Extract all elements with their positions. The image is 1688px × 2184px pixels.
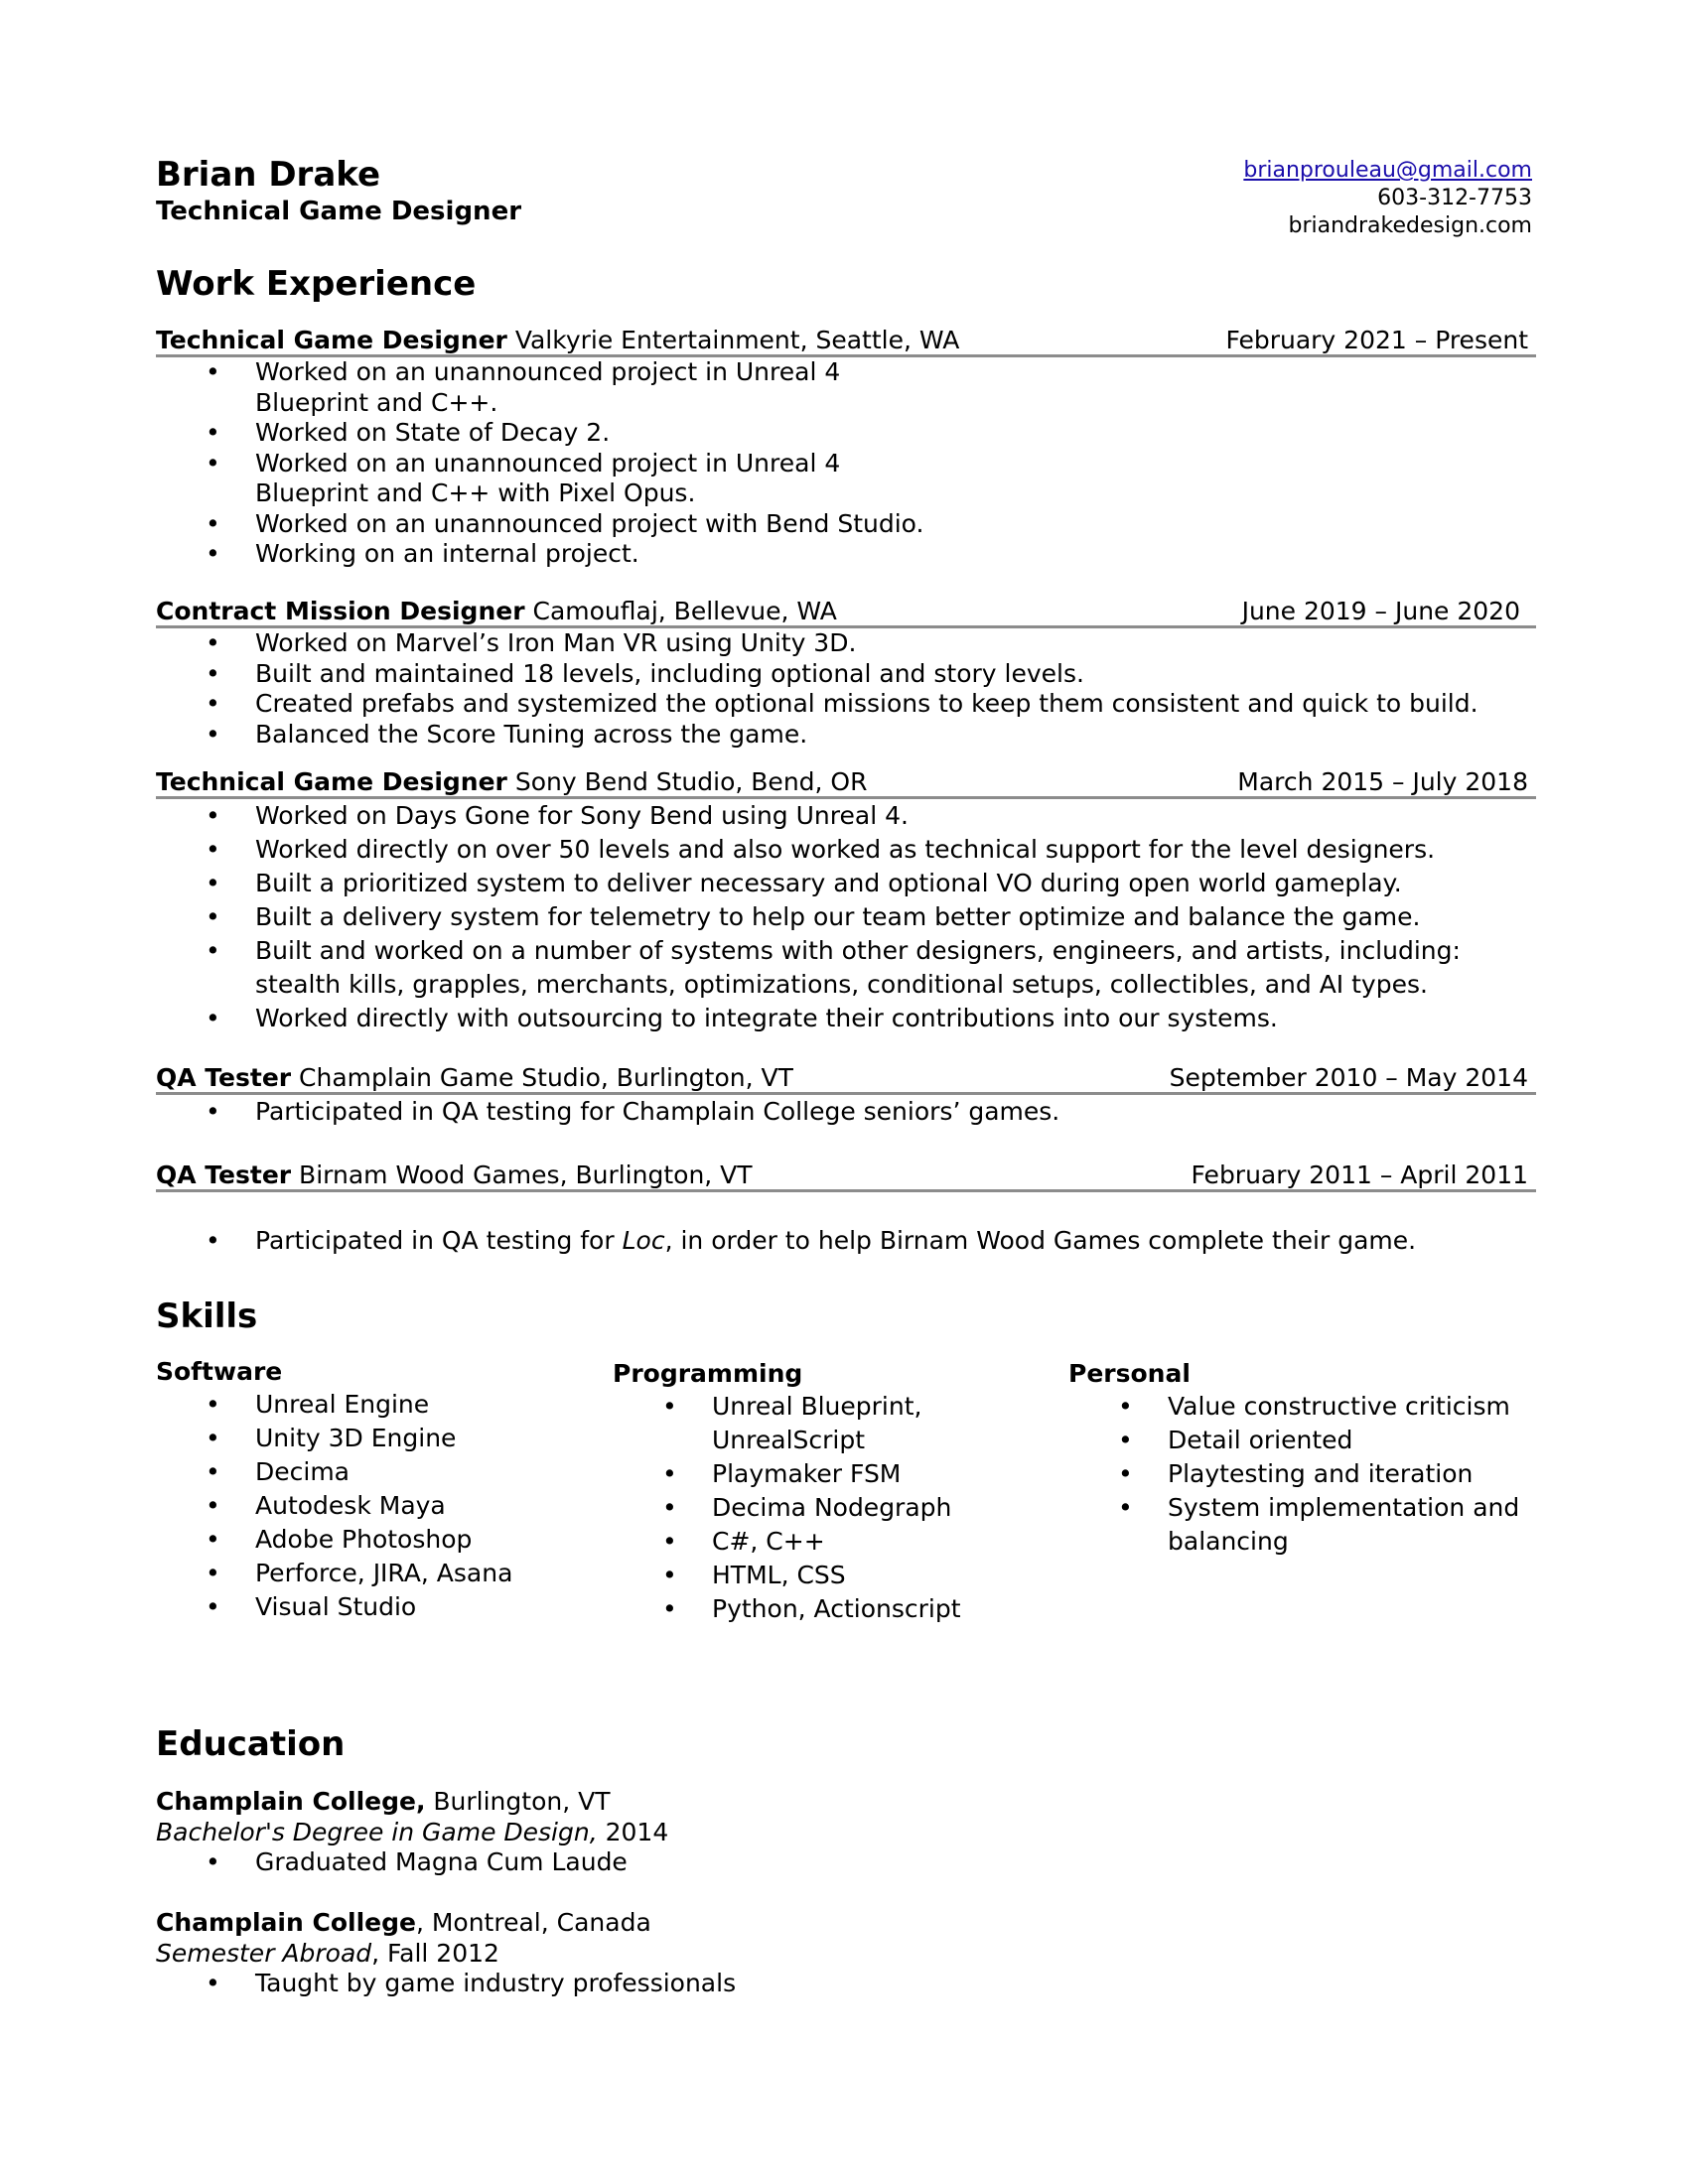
degree-name: Semester Abroad xyxy=(156,1938,372,1968)
bullet-continuation: Blueprint and C++. xyxy=(255,387,498,417)
bullet-item: • Built and maintained 18 levels, including optional and story levels. xyxy=(255,659,1536,690)
education-degree-line xyxy=(156,1939,736,1970)
education-heading: Education xyxy=(156,1724,346,1764)
bullet-item: • Built a prioritized system to deliver necessary and optional VO during open world gameplay. xyxy=(255,867,1536,900)
education-bullets xyxy=(255,1969,736,1999)
job-company: Sony Bend Studio, Bend, OR xyxy=(506,767,868,796)
skills-personal-heading: Personal xyxy=(1068,1359,1191,1388)
job-dates: June 2019 – June 2020 xyxy=(1241,597,1520,625)
job-role: QA Tester xyxy=(156,1160,292,1189)
job-dates: February 2021 – Present xyxy=(1225,326,1528,354)
job-header xyxy=(156,1159,1536,1192)
skill-item: • Adobe Photoshop xyxy=(255,1523,512,1557)
skills-heading: Skills xyxy=(156,1297,258,1336)
skills-programming-list xyxy=(712,1390,961,1626)
education-entry xyxy=(156,1908,736,1999)
school-name: Champlain College, xyxy=(156,1787,426,1816)
skills-software-heading: Software xyxy=(156,1357,283,1386)
bullet-item: • Participated in QA testing for Champlain College seniors’ games. xyxy=(255,1095,1536,1129)
job-header xyxy=(156,324,1536,357)
skill-item: • Python, Actionscript xyxy=(712,1592,961,1626)
job-bullets xyxy=(255,357,1536,570)
game-title: Loc xyxy=(622,1226,665,1255)
job-company: Camouflaj, Bellevue, WA xyxy=(524,597,837,625)
education-school-line xyxy=(156,1908,736,1939)
job-entry xyxy=(156,765,1536,1035)
skill-item: • C#, C++ xyxy=(712,1525,961,1559)
job-bullets xyxy=(255,628,1536,750)
job-header xyxy=(156,595,1536,628)
skills-personal-list xyxy=(1168,1390,1519,1559)
job-company: Birnam Wood Games, Burlington, VT xyxy=(291,1160,753,1189)
skill-item: • Visual Studio xyxy=(255,1590,512,1624)
job-entry xyxy=(156,1061,1536,1129)
job-entry xyxy=(156,324,1536,570)
contact-block xyxy=(1243,157,1532,240)
bullet-item: • Worked on an unannounced project with Bend Studio. xyxy=(255,509,1536,540)
job-company: Champlain Game Studio, Burlington, VT xyxy=(291,1063,793,1092)
bullet-item: • Worked on State of Decay 2. xyxy=(255,418,1536,449)
skill-item: • Unreal Engine xyxy=(255,1388,512,1422)
job-entry xyxy=(156,1159,1536,1257)
skills-programming xyxy=(613,1358,961,1626)
skill-item: • Unreal Blueprint, xyxy=(712,1390,961,1424)
skill-item: • Decima Nodegraph xyxy=(712,1491,961,1525)
bullet-item: • Graduated Magna Cum Laude xyxy=(255,1847,668,1878)
email-link[interactable]: brianprouleau@gmail.com xyxy=(1243,158,1532,183)
job-header xyxy=(156,1061,1536,1095)
job-role: Contract Mission Designer xyxy=(156,597,525,625)
school-location: , Montreal, Canada xyxy=(415,1908,651,1937)
job-header xyxy=(156,765,1536,799)
website: briandrakedesign.com xyxy=(1288,213,1532,238)
bullet-item: • Taught by game industry professionals xyxy=(255,1969,736,1999)
candidate-name: Brian Drake xyxy=(156,155,381,195)
job-role: Technical Game Designer xyxy=(156,767,507,796)
bullet-item: • Worked on an unannounced project in Unreal 4 xyxy=(255,357,1536,388)
skill-item: • Playtesting and iteration xyxy=(1168,1457,1519,1491)
bullet-item: • Worked directly with outsourcing to integrate their contributions into our systems. xyxy=(255,1002,1536,1035)
skills-software-list xyxy=(255,1388,512,1624)
bullet-item: • Worked on Marvel’s Iron Man VR using Unity 3D. xyxy=(255,628,1536,659)
skill-item: • Decima xyxy=(255,1455,512,1489)
skills-software xyxy=(156,1356,512,1624)
skill-item: • HTML, CSS xyxy=(712,1559,961,1592)
skill-item: • Value constructive criticism xyxy=(1168,1390,1519,1424)
skill-item: • Detail oriented xyxy=(1168,1424,1519,1457)
degree-year: , Fall 2012 xyxy=(371,1938,499,1968)
bullet-text: Participated in QA testing for xyxy=(255,1226,623,1255)
job-dates: February 2011 – April 2011 xyxy=(1191,1160,1528,1189)
degree-name: Bachelor's Degree in Game Design, xyxy=(156,1817,598,1846)
job-bullets xyxy=(255,1095,1536,1129)
skill-item: • Autodesk Maya xyxy=(255,1489,512,1523)
job-company: Valkyrie Entertainment, Seattle, WA xyxy=(506,326,960,354)
skill-item: • Unity 3D Engine xyxy=(255,1422,512,1455)
bullet-item: • Balanced the Score Tuning across the game. xyxy=(255,720,1536,751)
education-school-line xyxy=(156,1787,668,1818)
skill-continuation: UnrealScript xyxy=(712,1426,866,1454)
candidate-title: Technical Game Designer xyxy=(156,197,522,226)
job-bullets xyxy=(255,1226,1536,1257)
bullet-item: • Created prefabs and systemized the optional missions to keep them consistent and quick to build. xyxy=(255,689,1536,720)
job-role: QA Tester xyxy=(156,1063,292,1092)
phone-number: 603-312-7753 xyxy=(1377,186,1532,210)
skill-item: • System implementation and xyxy=(1168,1491,1519,1525)
skills-personal xyxy=(1068,1358,1519,1559)
school-name: Champlain College xyxy=(156,1908,416,1937)
job-dates: September 2010 – May 2014 xyxy=(1169,1063,1528,1092)
skill-item: • Perforce, JIRA, Asana xyxy=(255,1557,512,1590)
bullet-item: • Worked on an unannounced project in Unreal 4 xyxy=(255,449,1536,479)
bullet-item: • Built a delivery system for telemetry to help our team better optimize and balance the game. xyxy=(255,900,1536,934)
bullet-item xyxy=(255,1226,1536,1257)
job-role: Technical Game Designer xyxy=(156,326,507,354)
work-experience-heading: Work Experience xyxy=(156,264,477,304)
skill-item: • Playmaker FSM xyxy=(712,1457,961,1491)
bullet-item: • Built and worked on a number of systems with other designers, engineers, and artists, including: xyxy=(255,934,1536,968)
job-bullets xyxy=(255,799,1536,1035)
bullet-item: • Worked on Days Gone for Sony Bend using Unreal 4. xyxy=(255,799,1536,833)
school-location: Burlington, VT xyxy=(425,1787,611,1816)
bullet-item: • Working on an internal project. xyxy=(255,539,1536,570)
degree-year: 2014 xyxy=(597,1817,669,1846)
skill-continuation: balancing xyxy=(1168,1527,1289,1556)
bullet-text: , in order to help Birnam Wood Games complete their game. xyxy=(664,1226,1417,1255)
education-degree-line xyxy=(156,1818,668,1848)
skills-programming-heading: Programming xyxy=(613,1359,803,1388)
job-dates: March 2015 – July 2018 xyxy=(1237,767,1528,796)
education-bullets xyxy=(255,1847,668,1878)
bullet-continuation: Blueprint and C++ with Pixel Opus. xyxy=(255,478,696,507)
education-entry xyxy=(156,1787,668,1878)
bullet-item: • Worked directly on over 50 levels and also worked as technical support for the level designers. xyxy=(255,833,1536,867)
bullet-continuation: stealth kills, grapples, merchants, optimizations, conditional setups, collectibles, and AI types. xyxy=(255,970,1428,999)
job-entry xyxy=(156,595,1536,750)
